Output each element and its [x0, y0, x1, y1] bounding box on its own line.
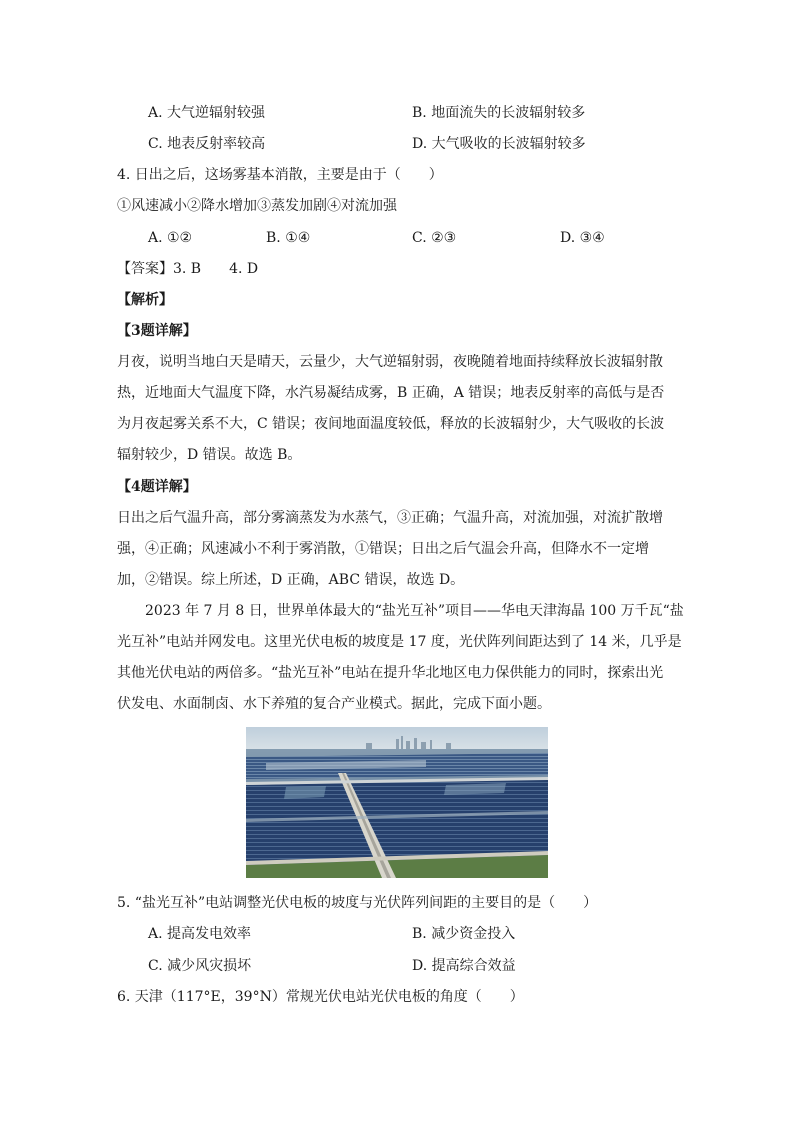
q3-option-a: A. 大气逆辐射较强: [148, 105, 266, 121]
passage-line: 2023 年 7 月 8 日，世界单体最大的“盐光互补”项目——华电天津海晶 100 万千瓦“盐: [145, 603, 684, 619]
q6-stem: 6. 天津（117°E，39°N）常规光伏电站光伏电板的角度（ ）: [117, 989, 524, 1005]
q3-option-b: B. 地面流失的长波辐射较多: [412, 105, 586, 121]
q4-factors: ①风速减小②降水增加③蒸发加剧④对流加强: [117, 198, 397, 214]
q4-detail-heading: 【4题详解】: [117, 479, 197, 495]
q4-option-c: C. ②③: [412, 230, 457, 246]
q4-option-d: D. ③④: [560, 230, 605, 246]
answer-line: 【答案】3. B 4. D: [117, 261, 259, 277]
q3-option-d: D. 大气吸收的长波辐射较多: [412, 136, 586, 152]
q4-detail-line: 强，④正确；风速减小不利于雾消散，①错误；日出之后气温会升高，但降水不一定增: [117, 541, 649, 557]
passage-line: 其他光伏电站的两倍多。“盐光互补”电站在提升华北地区电力保供能力的同时，探索出光: [117, 665, 664, 681]
q3-detail-line: 热，近地面大气温度下降，水汽易凝结成雾，B 正确，A 错误；地表反射率的高低与是否: [117, 385, 665, 401]
q5-option-d: D. 提高综合效益: [412, 958, 516, 974]
q5-option-c: C. 减少风灾损坏: [148, 958, 252, 974]
q4-detail-line: 日出之后气温升高，部分雾滴蒸发为水蒸气，③正确；气温升高，对流加强，对流扩散增: [117, 510, 663, 526]
q5-stem: 5. “盐光互补”电站调整光伏电板的坡度与光伏阵列间距的主要目的是（ ）: [117, 895, 598, 911]
q4-option-b: B. ①④: [266, 230, 311, 246]
q3-detail-line: 为月夜起雾关系不大，C 错误；夜间地面温度较低，释放的长波辐射少，大气吸收的长波: [117, 416, 665, 432]
q3-detail-line: 辐射较少，D 错误。故选 B。: [117, 447, 302, 463]
q3-detail-line: 月夜，说明当地白天是晴天，云量少，大气逆辐射弱，夜晚随着地面持续释放长波辐射散: [117, 354, 663, 370]
passage-line: 光互补”电站并网发电。这里光伏电板的坡度是 17 度，光伏阵列间距达到了 14 米，几乎是: [117, 634, 682, 650]
q4-detail-line: 加，②错误。综上所述，D 正确，ABC 错误，故选 D。: [117, 572, 465, 588]
solar-plant-photo: [246, 727, 548, 878]
passage-line: 伏发电、水面制卤、水下养殖的复合产业模式。据此，完成下面小题。: [117, 696, 551, 712]
analysis-heading: 【解析】: [117, 292, 173, 308]
q5-option-b: B. 减少资金投入: [412, 926, 516, 942]
q3-detail-heading: 【3题详解】: [117, 323, 197, 339]
q4-stem: 4. 日出之后，这场雾基本消散，主要是由于（ ）: [117, 167, 443, 183]
q5-option-a: A. 提高发电效率: [148, 926, 252, 942]
q3-option-c: C. 地表反射率较高: [148, 136, 266, 152]
q4-option-a: A. ①②: [148, 230, 193, 246]
